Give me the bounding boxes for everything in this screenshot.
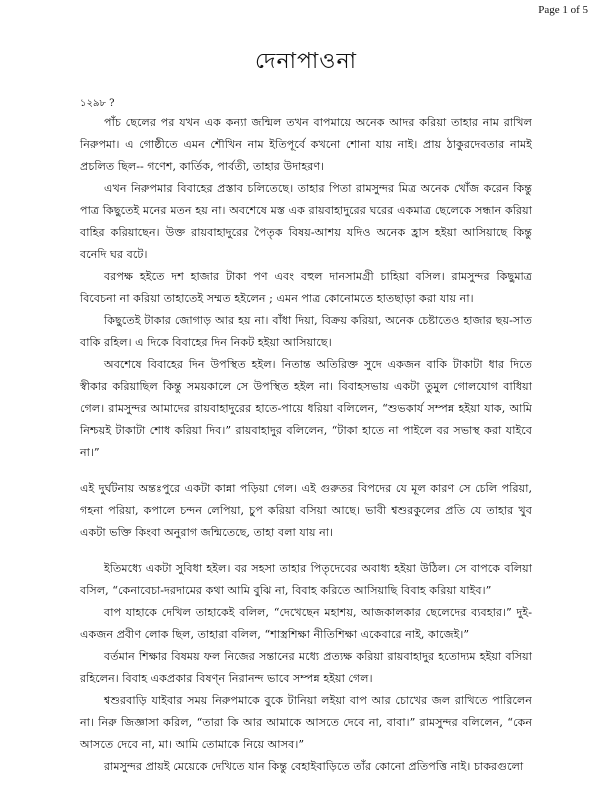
paragraph: অবশেষে বিবাহের দিন উপস্থিত হইল। নিতান্ত অতিরিক্ত সুদে একজন বাকি টাকাটা ধার দিতে স্বীকার করিয়াছিল কিন্তু সময়কালে সে উপস্থিত হইল না। বিবাহসভায় একটা তুমুল গোলযোগ বাধিয়া গেল। রামসুন্দর আমাদের রায়বাহাদুরের হাতে-পায়ে ধরিয়া বলিলেন, “শুভকার্য সম্পন্ন হইয়া যাক, আমি নিশ্চয়ই টাকাটা শোধ করিয়া দিব।” রায়বাহাদুর বলিলেন, “টাকা হাতে না পাইলে বর সভাস্থ করা যাইবে না।” — [80, 358, 532, 459]
date-line: ১২৯৮ ? — [80, 98, 115, 109]
paragraph: রামসুন্দর প্রায়ই মেয়েকে দেখিতে যান কিন্তু বেহাইবাড়িতে তাঁর কোনো প্রতিপত্তি নাই। চাকরগুলো — [104, 760, 524, 773]
paragraph: এই দুর্ঘটনায় অন্তঃপুরে একটা কান্না পড়িয়া গেল। এই গুরুতর বিপদের যে মূল কারণ সে চেলি পরিয়া, গহনা পরিয়া, কপালে চন্দন লেপিয়া, চুপ করিয়া বসিয়া আছে। ভাবী শ্বশুরকুলের প্রতি যে তাহার খুব একটা ভক্তি কিংবা অনুরাগ জন্মিতেছে, তাহা বলা যায় না। — [80, 482, 532, 539]
paragraph: শ্বশুরবাড়ি যাইবার সময় নিরুপমাকে বুকে টানিয়া লইয়া বাপ আর চোখের জল রাখিতে পারিলেন না। নিরু জিজ্ঞাসা করিল, “তারা কি আর আমাকে আসতে দেবে না, বাবা।” রামসুন্দর বলিলেন, “কেন আসতে দেবে না, মা। আমি তোমাকে নিয়ে আসব।” — [80, 694, 532, 751]
page-number-label: Page 1 of 5 — [538, 4, 588, 16]
story-body — [80, 96, 532, 778]
story-title: দেনাপাওনা — [254, 49, 357, 74]
paragraph: এখন নিরুপমার বিবাহের প্রস্তাব চলিতেছে। তাহার পিতা রামসুন্দর মিত্র অনেক খোঁজ করেন কিন্তু পাত্র কিছুতেই মনের মতন হয় না। অবশেষে মস্ত এক রায়বাহাদুরের ঘরের একমাত্র ছেলেকে সন্ধান করিয়া বাহির করিয়াছেন। উক্ত রায়বাহাদুরের পৈতৃক বিষয়-আশয় যদিও অনেক হ্রাস হইয়া আসিয়াছে কিন্তু বনেদি ঘর বটে। — [80, 182, 532, 261]
paragraph: কিছুতেই টাকার জোগাড় আর হয় না। বাঁধা দিয়া, বিক্রয় করিয়া, অনেক চেষ্টাতেও হাজার ছয়-সাত বাকি রহিল। এ দিকে বিবাহের দিন নিকট হইয়া আসিয়াছে। — [80, 314, 532, 349]
paragraph: বরপক্ষ হইতে দশ হাজার টাকা পণ এবং বহুল দানসামগ্রী চাহিয়া বসিল। রামসুন্দর কিছুমাত্র বিবেচনা না করিয়া তাহাতেই সম্মত হইলেন ; এমন পাত্র কোনোমতে হাতছাড়া করা যায় না। — [80, 270, 532, 305]
paragraph: পাঁচ ছেলের পর যখন এক কন্যা জন্মিল তখন বাপমায়ে অনেক আদর করিয়া তাহার নাম রাখিল নিরুপমা। এ গোষ্ঠীতে এমন শৌখিন নাম ইতিপূর্বে কখনো শোনা যায় নাই। প্রায় ঠাকুরদেবতার নামই প্রচলিত ছিল-- গণেশ, কার্তিক, পার্বতী, তাহার উদাহরণ। — [80, 116, 532, 173]
paragraph: ইতিমধ্যে একটা সুবিধা হইল। বর সহসা তাহার পিতৃদেবের অবাধ্য হইয়া উঠিল। সে বাপকে বলিয়া বসিল, “কেনাবেচা-দরদামের কথা আমি বুঝি না, বিবাহ করিতে আসিয়াছি বিবাহ করিয়া যাইব।” — [80, 562, 532, 597]
paragraph: বাপ যাহাকে দেখিল তাহাকেই বলিল, “দেখেছেন মহাশয়, আজকালকার ছেলেদের ব্যবহার।” দুই-একজন প্রবীণ লোক ছিল, তাহারা বলিল, “শাস্ত্রশিক্ষা নীতিশিক্ষা একেবারে নাই, কাজেই।” — [80, 606, 532, 641]
paragraph: বর্তমান শিক্ষার বিষময় ফল নিজের সন্তানের মধ্যে প্রত্যক্ষ করিয়া রায়বাহাদুর হতোদ্যম হইয়া বসিয়া রহিলেন। বিবাহ একপ্রকার বিষণ্ন নিরানন্দ ভাবে সম্পন্ন হইয়া গেল। — [80, 650, 532, 685]
